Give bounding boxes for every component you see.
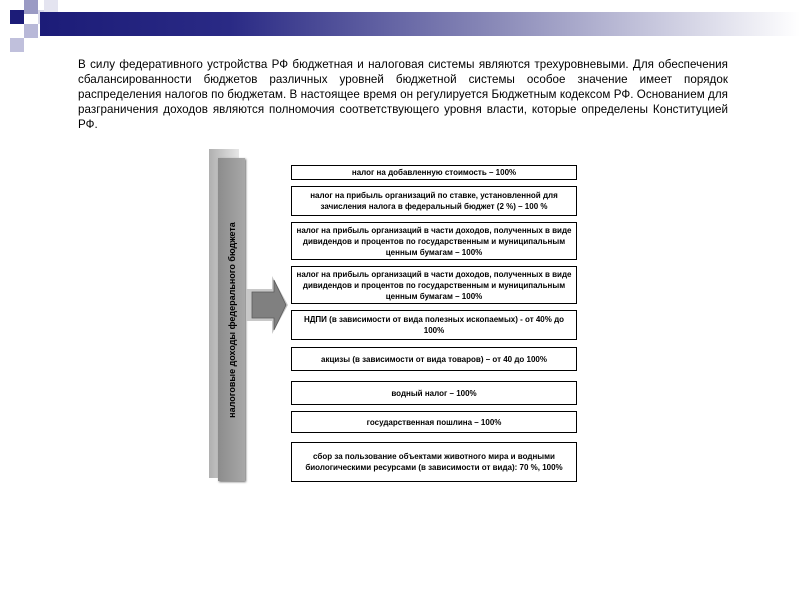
tax-item-excises: акцизы (в зависимости от вида товаров) – от 40 до 100% <box>291 347 577 371</box>
tax-item-profit-dividends-1: налог на прибыль организаций в части доходов, полученных в виде дивидендов и процентов по государственным и муниципальным ценным бумагам – 100% <box>291 222 577 260</box>
tax-item-profit-dividends-2: налог на прибыль организаций в части доходов, полученных в виде дивидендов и процентов по государственным и муниципальным ценным бумагам – 100% <box>291 266 577 304</box>
tax-item-state-duty: государственная пошлина – 100% <box>291 411 577 433</box>
decor-square <box>24 24 38 38</box>
right-arrow-icon <box>246 270 290 340</box>
tax-item-profit-federal-rate: налог на прибыль организаций по ставке, установленной для зачисления налога в федеральный бюджет (2 %) – 100 % <box>291 186 577 216</box>
tax-item-mineral-extraction: НДПИ (в зависимости от вида полезных ископаемых) - от 40% до 100% <box>291 310 577 340</box>
vertical-bar-label: налоговые доходы федерального бюджета <box>226 221 237 418</box>
decor-square <box>24 0 38 14</box>
header-gradient-bar <box>40 12 800 36</box>
intro-paragraph: В силу федеративного устройства РФ бюджетная и налоговая системы являются трехуровневыми. Для обеспечения сбалансированности бюджетов различных уровней бюджетной системы особое значение имеет порядок распределения налогов по бюджетам. В настоящее время он регулируется Бюджетным кодексом РФ. Основанием для разграничения доходов являются полномочия соответствующего уровня власти, которые определены Конституцией РФ. <box>78 58 728 131</box>
decor-square <box>44 0 58 12</box>
decor-square <box>10 10 24 24</box>
decor-square <box>10 38 24 52</box>
vertical-bar <box>218 158 245 481</box>
tax-item-vat: налог на добавленную стоимость – 100% <box>291 165 577 180</box>
tax-item-wildlife-fee: сбор за пользование объектами животного мира и водными биологическими ресурсами (в зависимости от вида): 70 %, 100% <box>291 442 577 482</box>
tax-item-water-tax: водный налог – 100% <box>291 381 577 405</box>
